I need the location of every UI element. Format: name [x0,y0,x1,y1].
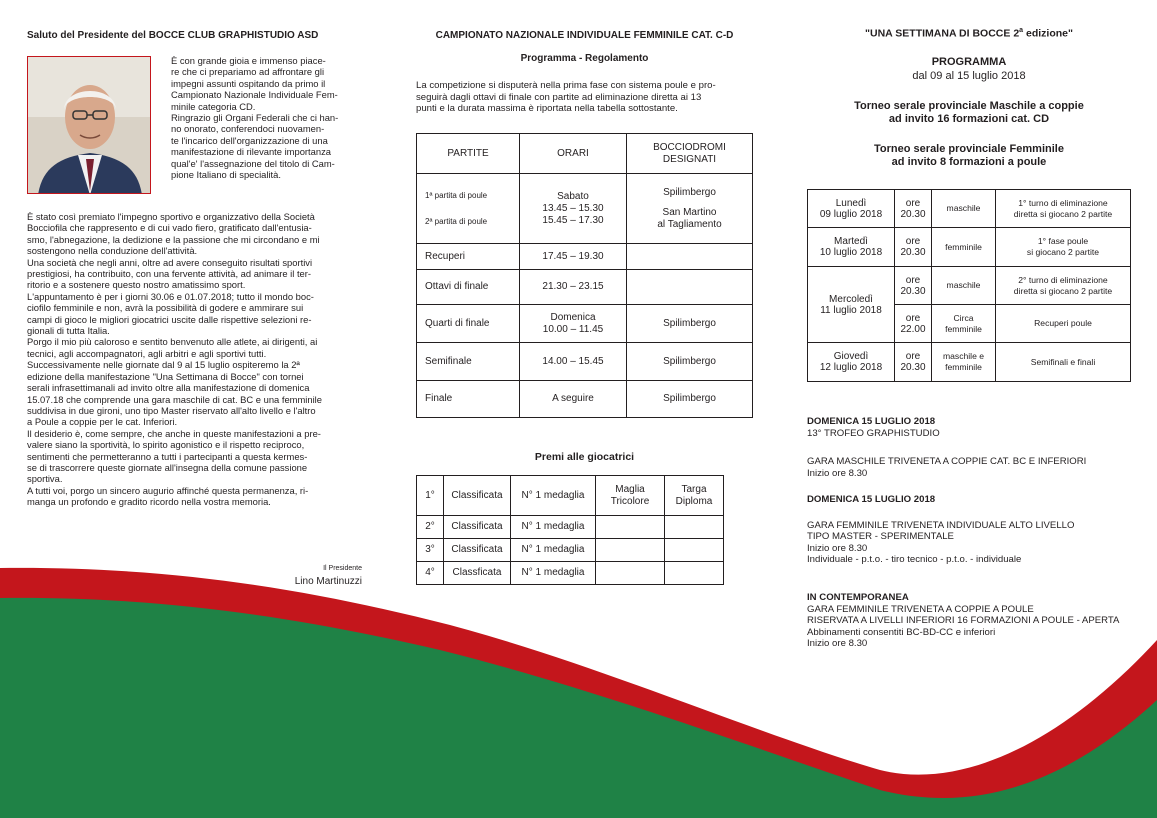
cell-cat: maschile [932,190,996,228]
targa-line: Diploma [675,495,713,507]
maglia-line: Maglia [615,483,645,495]
body-line: valere siano la sportività, lo spirito agonistico e il rispetto reciproco, [27,439,305,451]
cell-day [808,228,895,267]
orario-line: 10.00 – 11.45 [542,323,604,335]
cell-bocciodromo: Spilimbergo [627,343,753,381]
sunday-section-2 [807,494,1131,566]
orario-line: 13.45 – 15.30 [542,202,604,214]
date-line: 12 luglio 2018 [819,362,883,373]
contemporanea-section [807,592,1137,650]
cell-orario: 17.45 – 19.30 [520,244,627,270]
ore-line: ore [905,351,921,362]
intro-line: impegni assunti ospitando da primo il [171,77,326,89]
gara-femminile-line: GARA FEMMINILE TRIVENETA INDIVIDUALE ALTO LIVELLO [807,519,1075,531]
table-row [808,190,1131,228]
ore-line: ore [905,312,921,324]
cell-medal: N° 1 medaglia [511,476,596,516]
trofeo-title: 13° TROFEO GRAPHISTUDIO [807,427,940,439]
cell-time [895,190,932,228]
desc-line: si giocano 2 partite [1026,247,1100,257]
table-row [808,267,1131,305]
intro-line: punti e la durata massima è riportata nella tabella sottostante. [416,103,678,115]
body-line: Bocciofila che rappresento e di cui vado fiero, gratificato dall'entusia- [27,222,312,234]
cell-orario: A seguire [520,381,627,418]
body-line: Una società che negli anni, oltre ad avere conseguito risultati sportivi [27,256,313,268]
partita-line: 1ª partita di poule [425,190,488,200]
cell-targa [665,539,724,562]
championship-intro [416,80,753,115]
cell-cat: femminile [932,228,996,267]
body-line: È stato così premiato l'impegno sportivo e organizzativo della Società [27,211,315,222]
cell-day [808,267,895,343]
cell-partita: Semifinale [417,343,520,381]
cell-targa [665,476,724,516]
cell-maglia [596,476,665,516]
table-row [417,476,724,516]
time-line: 20.30 [900,362,926,373]
intro-paragraph [171,55,362,180]
time-line: 20.30 [900,208,926,220]
intro-line: Campionato Nazionale Individuale Fem- [171,89,338,101]
cell-partita: Ottavi di finale [417,270,520,305]
cell-partita [417,174,520,244]
header-partite: PARTITE [417,134,520,174]
cell-partita: Finale [417,381,520,418]
gara-maschile-time: Inizio ore 8.30 [807,467,868,479]
cell-desc [996,267,1131,305]
header-bocciodromi [627,134,753,174]
gara-femminile-line: TIPO MASTER - SPERIMENTALE [807,531,954,543]
body-line: prestigiosi, ha contribuito, con una fervente attività, ad animare il ter- [27,268,312,280]
sunday-section-1 [807,416,1131,479]
ore-line: ore [905,236,921,247]
targa-line: Targa [681,483,707,495]
table-row [417,516,724,539]
gara-maschile: GARA MASCHILE TRIVENETA A COPPIE CAT. BC E INFERIORI [807,456,1087,468]
torneo-line: ad invito 16 formazioni cat. CD [888,113,1050,125]
table-row [808,343,1131,382]
president-photo [27,56,151,194]
orario-line: Domenica [550,311,596,323]
contemporanea-line: Abbinamenti consentiti BC-BD-CC e inferiori [807,626,996,638]
body-line: Il desiderio è, come sempre, che anche in queste manifestazioni a pre- [27,427,321,439]
week-schedule-table [807,189,1131,382]
cell-targa [665,562,724,585]
cell-maglia [596,539,665,562]
body-line: sportiva. [27,473,63,485]
sunday-title: DOMENICA 15 LUGLIO 2018 [807,416,936,427]
intro-line: re che ci prepariamo ad affrontare gli [171,66,325,78]
table-row [417,270,753,305]
cell-day [808,343,895,382]
desc-line: diretta si giocano 2 partite [1013,208,1113,219]
championship-title: CAMPIONATO NAZIONALE INDIVIDUALE FEMMINILE CAT. C-D [435,30,734,41]
cell-time [895,305,932,343]
prizes-title: Premi alle giocatrici [534,451,635,463]
person-icon [28,57,151,194]
intro-line: pione Italiano di specialità. [171,169,281,181]
cell-pos: 2° [417,516,444,539]
gara-femminile-format: Individuale - p.t.o. - tiro tecnico - p.t.o. - individuale [807,554,1022,566]
cell-cat [932,343,996,382]
torneo-maschile [807,100,1131,126]
program-dates: dal 09 al 15 luglio 2018 [912,70,1026,82]
body-line: L'appuntamento è per i giorni 30.06 e 01.07.2018; tutto il mondo boc- [27,290,314,302]
cell-cls: Classificata [444,516,511,539]
cell-bocciodromo [627,270,753,305]
cell-orario [520,305,627,343]
signature-role: Il Presidente [323,565,362,572]
time-line: 20.30 [900,285,926,297]
cell-time [895,267,932,305]
body-line: Successivamente nelle giornate dal 9 al 15 luglio ospiteremo la 2ª [27,359,300,371]
body-line: ciofilo femminile e non, avrà la possibilità di godere e ammirare sui [27,302,304,314]
cell-maglia [596,516,665,539]
ore-line: ore [905,197,921,209]
body-line: ritorio e a sostenere questo nostro amatissimo sport. [27,279,246,291]
cell-orario: 14.00 – 15.45 [520,343,627,381]
cell-desc: Recuperi poule [996,305,1131,343]
body-paragraph [27,211,362,508]
championship-subtitle: Programma - Regolamento [520,53,649,64]
cell-cls: Classficata [444,562,511,585]
torneo-femminile [807,143,1131,169]
bocciodromo-line: al Tagliamento [657,218,722,230]
contemporanea-time: Inizio ore 8.30 [807,638,868,650]
cell-bocciodromo: Spilimbergo [627,305,753,343]
week-title-end: edizione" [1023,27,1073,40]
cell-desc [996,228,1131,267]
cell-partita: Quarti di finale [417,305,520,343]
intro-line: minile categoria CD. [171,100,256,112]
table-row [417,562,724,585]
cell-medal: N° 1 medaglia [511,562,596,585]
table-row [417,244,753,270]
orario-line: Sabato [557,190,589,202]
cell-maglia [596,562,665,585]
body-line: Porgo il mio più caloroso e sentito benvenuto alle atlete, ai dirigenti, ai [27,336,318,348]
cell-time [895,343,932,382]
bocciodromo-line: San Martino [662,206,717,218]
body-line: manga un profondo e gradito ricordo nella vostra memoria. [27,496,271,508]
day-line: Lunedì [835,197,867,209]
partita-line: 2ª partita di poule [425,216,488,226]
sunday-title: DOMENICA 15 LUGLIO 2018 [807,494,936,505]
cell-time [895,228,932,267]
header-orari: ORARI [520,134,627,174]
body-line: sentimenti che permetteranno a tutti i partecipanti a questa kermes- [27,450,308,462]
intro-line: manifestazione di rilevante importanza [171,146,331,158]
body-line: serali infrasettimanali ad invito oltre alla manifestazione di domenica [27,382,310,394]
header-line: DESIGNATI [662,153,717,165]
contemporanea-line: GARA FEMMINILE TRIVENETA A COPPIE A POULE [807,603,1034,615]
table-row [417,381,753,418]
week-title [807,27,1131,40]
body-line: tecnici, agli accompagnatori, agli arbitri e agli sportivi tutti. [27,347,267,359]
week-title-main: "UNA SETTIMANA DI BOCCE 2 [865,27,1020,40]
table-row [417,539,724,562]
date-line: 09 luglio 2018 [819,208,883,220]
intro-line: Ringrazio gli Organi Federali che ci han- [171,112,339,124]
cell-desc: Semifinali e finali [996,343,1131,382]
body-line: sostengono nella conduzione dell'attività. [27,245,198,257]
intro-line: qual'e' l'assegnazione del titolo di Cam- [171,157,335,169]
date-line: 11 luglio 2018 [820,304,882,316]
cell-cls: Classificata [444,539,511,562]
orario-line: 15.45 – 17.30 [542,214,604,226]
desc-line: 1° turno di eliminazione [1018,197,1108,208]
cell-partita: Recuperi [417,244,520,270]
table-header-row [417,134,753,174]
torneo-line: ad invito 8 formazioni a poule [891,156,1047,168]
cat-line: maschile e [942,351,985,361]
ore-line: ore [905,274,921,286]
table-row [417,174,753,244]
desc-line: diretta si giocano 2 partite [1013,285,1113,296]
table-row [417,343,753,381]
greeting-title: Saluto del Presidente del BOCCE CLUB GRAPHISTUDIO ASD [27,30,319,41]
signature-name: Lino Martinuzzi [294,576,362,587]
gara-femminile-time: Inizio ore 8.30 [807,542,868,554]
cell-medal: N° 1 medaglia [511,539,596,562]
cell-bocciodromo [627,244,753,270]
cell-pos: 3° [417,539,444,562]
prizes-table [416,475,724,585]
body-line: 15.07.18 che comprende una gara maschile di cat. BC e una femminile [27,393,322,405]
body-line: a Poule a coppie per le cat. Inferiori. [27,416,178,428]
body-line: smo, l'abnegazione, la dedizione e la passione che mi circondano e mi [27,233,320,245]
cell-pos: 1° [417,476,444,516]
intro-line: È con grande gioia e immenso piace- [171,55,326,66]
intro-line: te l'incarico dell'organizzazione di una [171,134,328,146]
contemporanea-title: IN CONTEMPORANEA [807,592,909,603]
body-line: edizione della manifestazione "Una Settimana di Bocce" con tornei [27,370,304,382]
day-line: Mercoledì [829,293,873,305]
week-title-sup: a [1019,27,1024,34]
cat-line: Circa [953,312,974,323]
cell-day [808,190,895,228]
cell-cat: maschile [932,267,996,305]
intro-line: La competizione si disputerà nella prima fase con sistema poule e pro- [416,80,716,91]
cell-cat [932,305,996,343]
schedule-table [416,133,753,418]
day-line: Martedì [834,236,868,247]
desc-line: 2° turno di eliminazione [1018,274,1108,285]
cell-cls: Classificata [444,476,511,516]
body-line: campi di gioco le migliori giocatrici uscite dalle rispettive selezioni re- [27,313,312,325]
maglia-line: Tricolore [610,495,650,507]
bocciodromo-line: Spilimbergo [663,186,716,198]
cell-desc [996,190,1131,228]
cell-medal: N° 1 medaglia [511,516,596,539]
time-line: 20.30 [900,247,926,258]
torneo-line: Torneo serale provinciale Maschile a coppie [854,100,1084,112]
cell-bocciodromo: Spilimbergo [627,381,753,418]
intro-line: no onorato, conferendoci nuovamen- [171,123,325,135]
cat-line: femminile [945,362,982,372]
header-line: BOCCIODROMI [653,141,726,153]
desc-line: 1° fase poule [1037,236,1089,246]
body-line: se di trascorrere queste giornate all'insegna della comune passione [27,461,308,473]
cell-pos: 4° [417,562,444,585]
cell-bocciodromo [627,174,753,244]
intro-line: seguirà dagli ottavi di finale con partite ad eliminazione diretta ai 13 [416,91,702,103]
table-row [417,305,753,343]
cell-targa [665,516,724,539]
cat-line: femminile [945,323,982,334]
torneo-line: Torneo serale provinciale Femminile [874,143,1064,155]
body-line: gionali di tutta Italia. [27,325,110,337]
body-line: suddivisa in due gironi, uno tipo Master riservato all'alto livello e l'altro [27,404,316,416]
time-line: 22.00 [900,323,926,335]
cell-orario: 21.30 – 23.15 [520,270,627,305]
contemporanea-line: RISERVATA A LIVELLI INFERIORI 16 FORMAZIONI A POULE - APERTA [807,615,1120,627]
table-row [808,228,1131,267]
day-line: Giovedì [833,351,869,362]
body-line: A tutti voi, porgo un sincero augurio affinché questa permanenza, ri- [27,484,309,496]
date-line: 10 luglio 2018 [819,247,883,258]
cell-orario [520,174,627,244]
programma-heading: PROGRAMMA [931,56,1007,68]
